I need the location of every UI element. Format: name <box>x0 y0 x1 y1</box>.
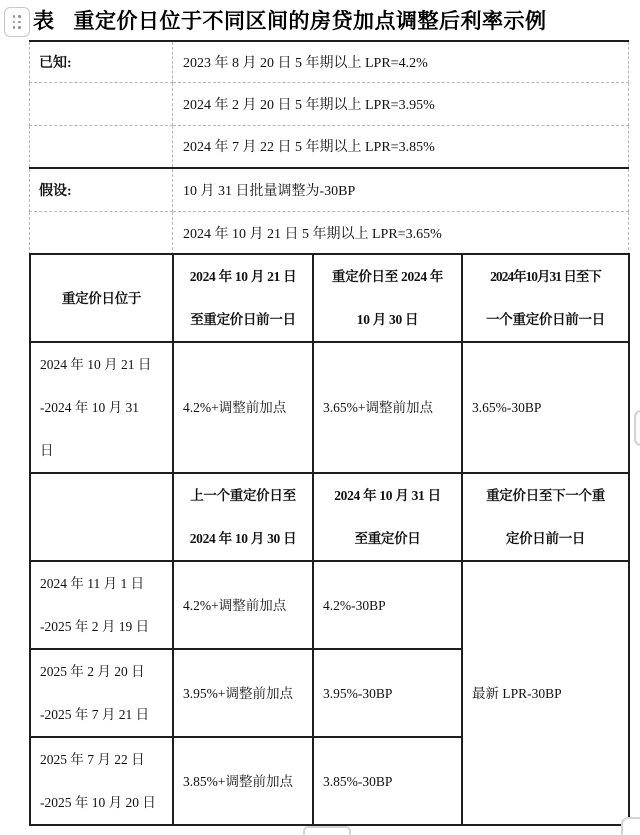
cell-line: 2024 年 10 月 30 日 <box>189 531 297 546</box>
header-cell <box>462 254 629 342</box>
rate-cell <box>313 649 462 737</box>
row-label <box>30 125 173 168</box>
cell-line: 2024 年 11 月 1 日 <box>40 576 145 591</box>
table-row <box>30 211 629 254</box>
scrollbar-thumb[interactable] <box>634 410 640 446</box>
drag-handle-icon <box>13 15 22 29</box>
bottom-resize-handle[interactable] <box>303 826 351 835</box>
rate-cell <box>462 342 629 473</box>
date-range-cell <box>30 342 173 473</box>
header-cell <box>173 254 313 342</box>
table-row <box>30 125 629 168</box>
title-prefix: 表 <box>33 9 55 33</box>
rate-cell <box>173 649 313 737</box>
header-row-2 <box>30 473 629 561</box>
header-cell <box>313 473 462 561</box>
header-cell <box>313 254 462 342</box>
row-label: 已知: <box>30 41 173 82</box>
cell-line: 定价日前一日 <box>505 531 586 546</box>
rate-cell <box>313 737 462 825</box>
cell-line: 重定价日位于 <box>61 290 142 306</box>
assumptions-table <box>29 40 629 255</box>
table-row <box>30 41 629 82</box>
table-row <box>30 168 629 211</box>
cell-line: 2025 年 7 月 22 日 <box>40 752 145 767</box>
header-row-1 <box>30 254 629 342</box>
cell-line: 至重定价日前一日 <box>190 312 296 327</box>
cell-line: 重定价日至下一个重 <box>486 488 605 503</box>
row-value: 2024 年 7 月 22 日 5 年期以上 LPR=3.85% <box>173 125 629 168</box>
cell-line: -2025 年 7 月 21 日 <box>40 707 150 722</box>
cell-line: 2025 年 2 月 20 日 <box>40 664 145 679</box>
cell-line: 3.95%+调整前加点 <box>183 685 293 701</box>
cell-line: -2025 年 2 月 19 日 <box>40 619 150 634</box>
cell-line: 2024 年 10 月 31 日 <box>334 488 441 503</box>
table-row <box>30 342 629 473</box>
cell-line: 2024 年 10 月 21 日 <box>189 269 297 284</box>
row-value: 2023 年 8 月 20 日 5 年期以上 LPR=4.2% <box>173 41 629 82</box>
cell-line: 3.65%+调整前加点 <box>323 400 433 415</box>
header-cell <box>30 473 173 561</box>
cell-line: 至重定价日 <box>354 531 421 546</box>
rate-cell <box>313 561 462 649</box>
row-value: 2024 年 2 月 20 日 5 年期以上 LPR=3.95% <box>173 82 629 125</box>
merged-rate-cell <box>462 561 629 825</box>
row-label: 假设: <box>30 168 173 211</box>
cell-line: -2024 年 10 月 31 <box>40 400 139 415</box>
header-cell <box>30 254 173 342</box>
cell-line: 日 <box>40 443 54 458</box>
cell-line: 3.65%-30BP <box>472 400 542 415</box>
table-row <box>30 82 629 125</box>
cell-line: 3.85%+调整前加点 <box>183 773 293 789</box>
cell-line: 一个重定价日前一日 <box>486 312 605 327</box>
row-value: 10 月 31 日批量调整为-30BP <box>173 168 629 211</box>
rate-cell <box>313 342 462 473</box>
cell-line: 重定价日至 2024 年 <box>331 269 444 284</box>
page-title <box>33 5 547 35</box>
header-cell <box>462 473 629 561</box>
table-drag-handle[interactable] <box>4 7 30 37</box>
row-value: 2024 年 10 月 21 日 5 年期以上 LPR=3.65% <box>173 211 629 254</box>
corner-resize-handle[interactable] <box>621 817 640 835</box>
cell-line: 4.2%+调整前加点 <box>183 597 287 613</box>
table-row <box>30 561 629 649</box>
cell-line: 上一个重定价日至 <box>190 488 296 503</box>
date-range-cell <box>30 737 173 825</box>
cell-line: 3.85%-30BP <box>323 773 393 789</box>
cell-line: 4.2%+调整前加点 <box>183 400 287 415</box>
rate-cell <box>173 342 313 473</box>
cell-line: 2024 年 10 月 21 日 <box>40 357 152 372</box>
cell-line: 最新 LPR-30BP <box>472 685 562 701</box>
cell-line: 4.2%-30BP <box>323 597 386 613</box>
date-range-cell <box>30 561 173 649</box>
header-cell <box>173 473 313 561</box>
row-label <box>30 211 173 254</box>
rate-table <box>29 253 630 826</box>
rate-cell <box>173 561 313 649</box>
cell-line: 3.95%-30BP <box>323 685 393 701</box>
cell-line: -2025 年 10 月 20 日 <box>40 795 156 810</box>
date-range-cell <box>30 649 173 737</box>
row-label <box>30 82 173 125</box>
cell-line: 2024年10月31 日至下 <box>490 269 601 284</box>
cell-line: 10 月 30 日 <box>356 312 419 327</box>
rate-cell <box>173 737 313 825</box>
title-text: 重定价日位于不同区间的房贷加点调整后利率示例 <box>73 9 547 33</box>
